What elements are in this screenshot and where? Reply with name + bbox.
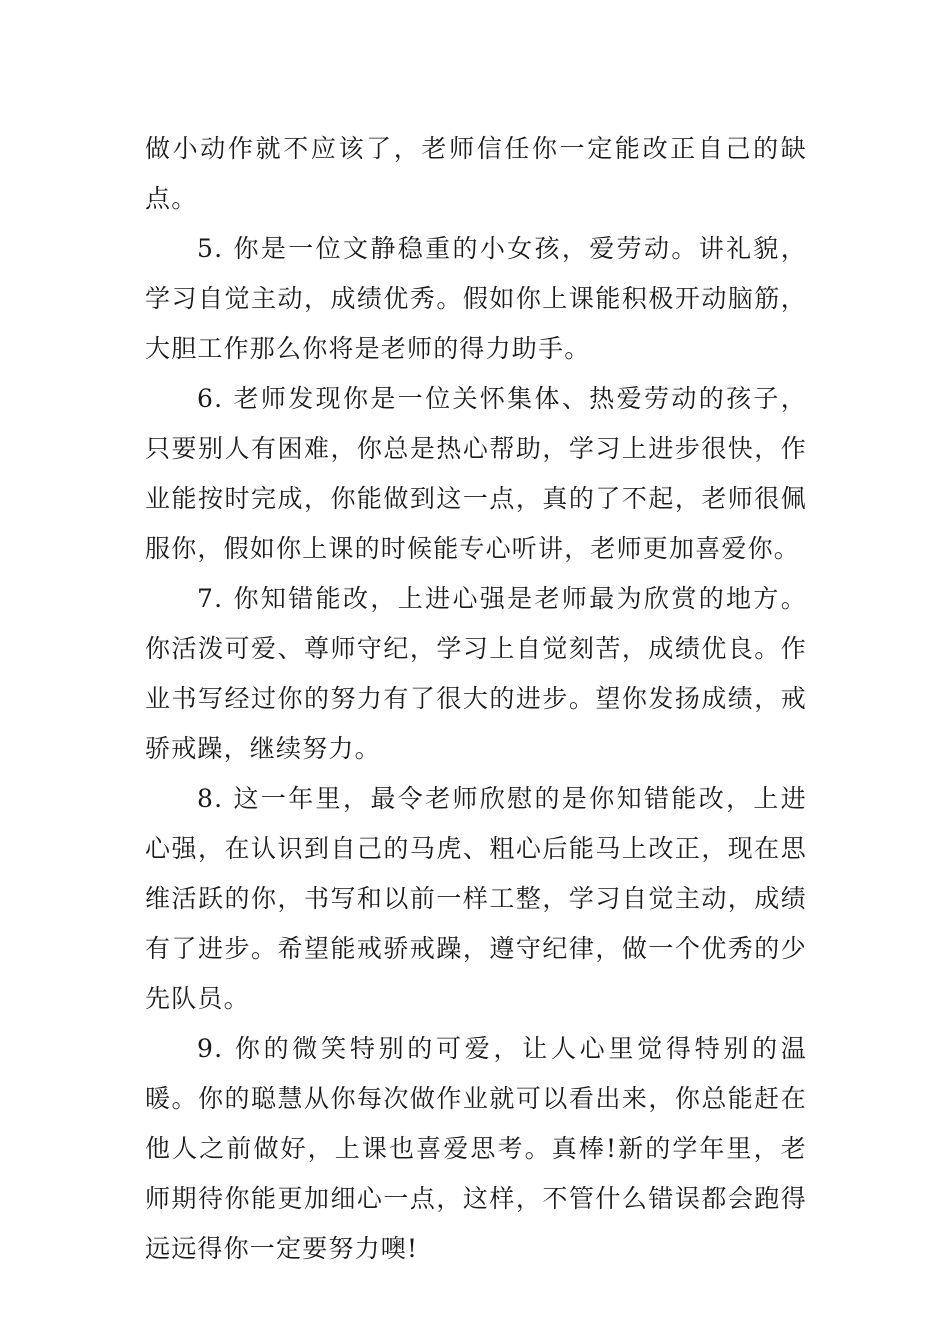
paragraph-item-8: 8. 这一年里，最令老师欣慰的是你知错能改，上进心强，在认识到自己的马虎、粗心后能马上改正，现在思维活跃的你，书写和以前一样工整，学习自觉主动，成绩有了进步。希望能戒骄戒躁，遵守纪律，做一个优秀的少先队员。 <box>145 784 807 1013</box>
paragraph-continuation: 做小动作就不应该了，老师信任你一定能改正自己的缺点。 <box>145 134 807 213</box>
paragraph-item-5: 5. 你是一位文静稳重的小女孩，爱劳动。讲礼貌，学习自觉主动，成绩优秀。假如你上课能积极开动脑筋，大胆工作那么你将是老师的得力助手。 <box>145 234 807 363</box>
paragraph-item-9: 9. 你的微笑特别的可爱，让人心里觉得特别的温暖。你的聪慧从你每次做作业就可以看出来，你总能赶在他人之前做好，上课也喜爱思考。真棒!新的学年里，老师期待你能更加细心一点，这样，不管什么错误都会跑得远远得你一定要努力噢! <box>145 1034 807 1263</box>
document-page <box>145 124 807 1274</box>
paragraph-item-6: 6. 老师发现你是一位关怀集体、热爱劳动的孩子，只要别人有困难，你总是热心帮助，学习上进步很快，作业能按时完成，你能做到这一点，真的了不起，老师很佩服你，假如你上课的时候能专心听讲，老师更加喜爱你。 <box>145 384 807 563</box>
paragraph-item-7: 7. 你知错能改，上进心强是老师最为欣赏的地方。你活泼可爱、尊师守纪，学习上自觉刻苦，成绩优良。作业书写经过你的努力有了很大的进步。望你发扬成绩，戒骄戒躁，继续努力。 <box>145 584 807 763</box>
